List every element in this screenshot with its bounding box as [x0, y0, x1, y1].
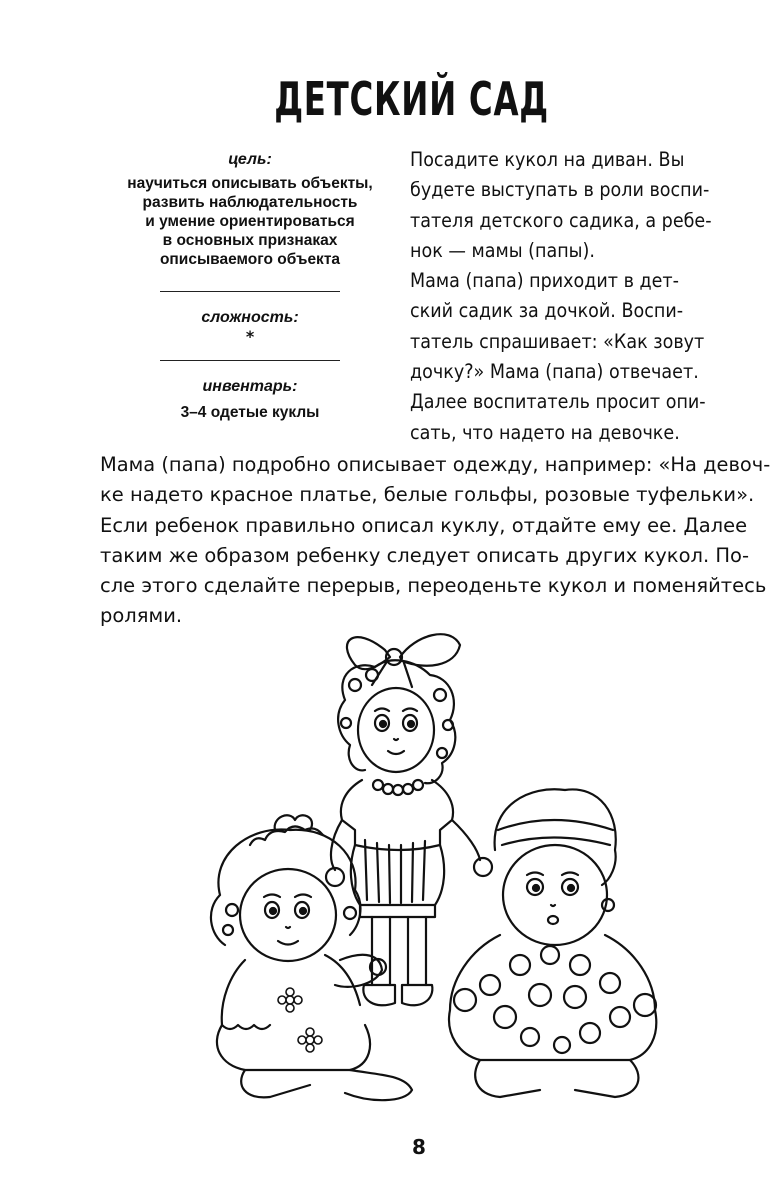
page-title: ДЕТСКИЙ САД [274, 72, 549, 126]
goal-line: в основных признаках [162, 232, 338, 249]
text-line: ролями. [100, 604, 183, 628]
standing-doll-icon [326, 634, 492, 1005]
inventory-heading: инвентарь: [202, 378, 298, 395]
text-line: будете выступать в роли воспи- [410, 178, 710, 202]
divider [160, 291, 340, 292]
text-line: Посадите кукол на диван. Вы [410, 148, 685, 171]
text-line: нок — мамы (папы). [410, 238, 595, 262]
goal-text [100, 174, 400, 269]
goal-line: научиться описывать объекты, [127, 175, 373, 192]
goal-line: описываемого объекта [159, 251, 341, 268]
text-line: Если ребенок правильно описал куклу, отдайте ему ее. Далее [100, 513, 748, 537]
activity-info-sidebar [100, 150, 400, 422]
sitting-doll-left-icon [211, 815, 412, 1100]
text-line: Мама (папа) подробно описывает одежду, например: «На девоч- [100, 453, 771, 476]
goal-line: и умение ориентироваться [145, 213, 355, 230]
body-text-right-column [410, 145, 755, 448]
text-line: Далее воспитатель просит опи- [410, 390, 706, 414]
difficulty-heading: сложность: [201, 309, 299, 326]
inventory-text: 3–4 одетые куклы [180, 404, 320, 421]
goal-line: развить наблюдательность [142, 194, 358, 211]
goal-heading: цель: [228, 151, 272, 168]
divider [160, 360, 340, 361]
text-line: Мама (папа) приходит в дет- [410, 269, 679, 293]
text-line: тателя детского садика, а ребе- [410, 208, 712, 232]
text-line: таким же образом ребенку следует описать других кукол. По- [100, 543, 749, 567]
text-line: ский садик за дочкой. Воспи- [410, 299, 684, 323]
text-line: дочку?» Мама (папа) отвечает. [410, 360, 699, 384]
text-line: сать, что надето на девочке. [410, 420, 680, 444]
text-line: сле этого сделайте перерыв, переоденьте кукол и поменяйтесь [100, 574, 767, 598]
sitting-doll-right-icon [449, 789, 656, 1097]
text-line: ке надето красное платье, белые гольфы, розовые туфельки». [100, 483, 755, 507]
difficulty-rating: * [245, 327, 255, 346]
text-line: татель спрашивает: «Как зовут [410, 329, 705, 353]
three-dolls-illustration [150, 605, 670, 1105]
page-number: 8 [412, 1135, 426, 1159]
